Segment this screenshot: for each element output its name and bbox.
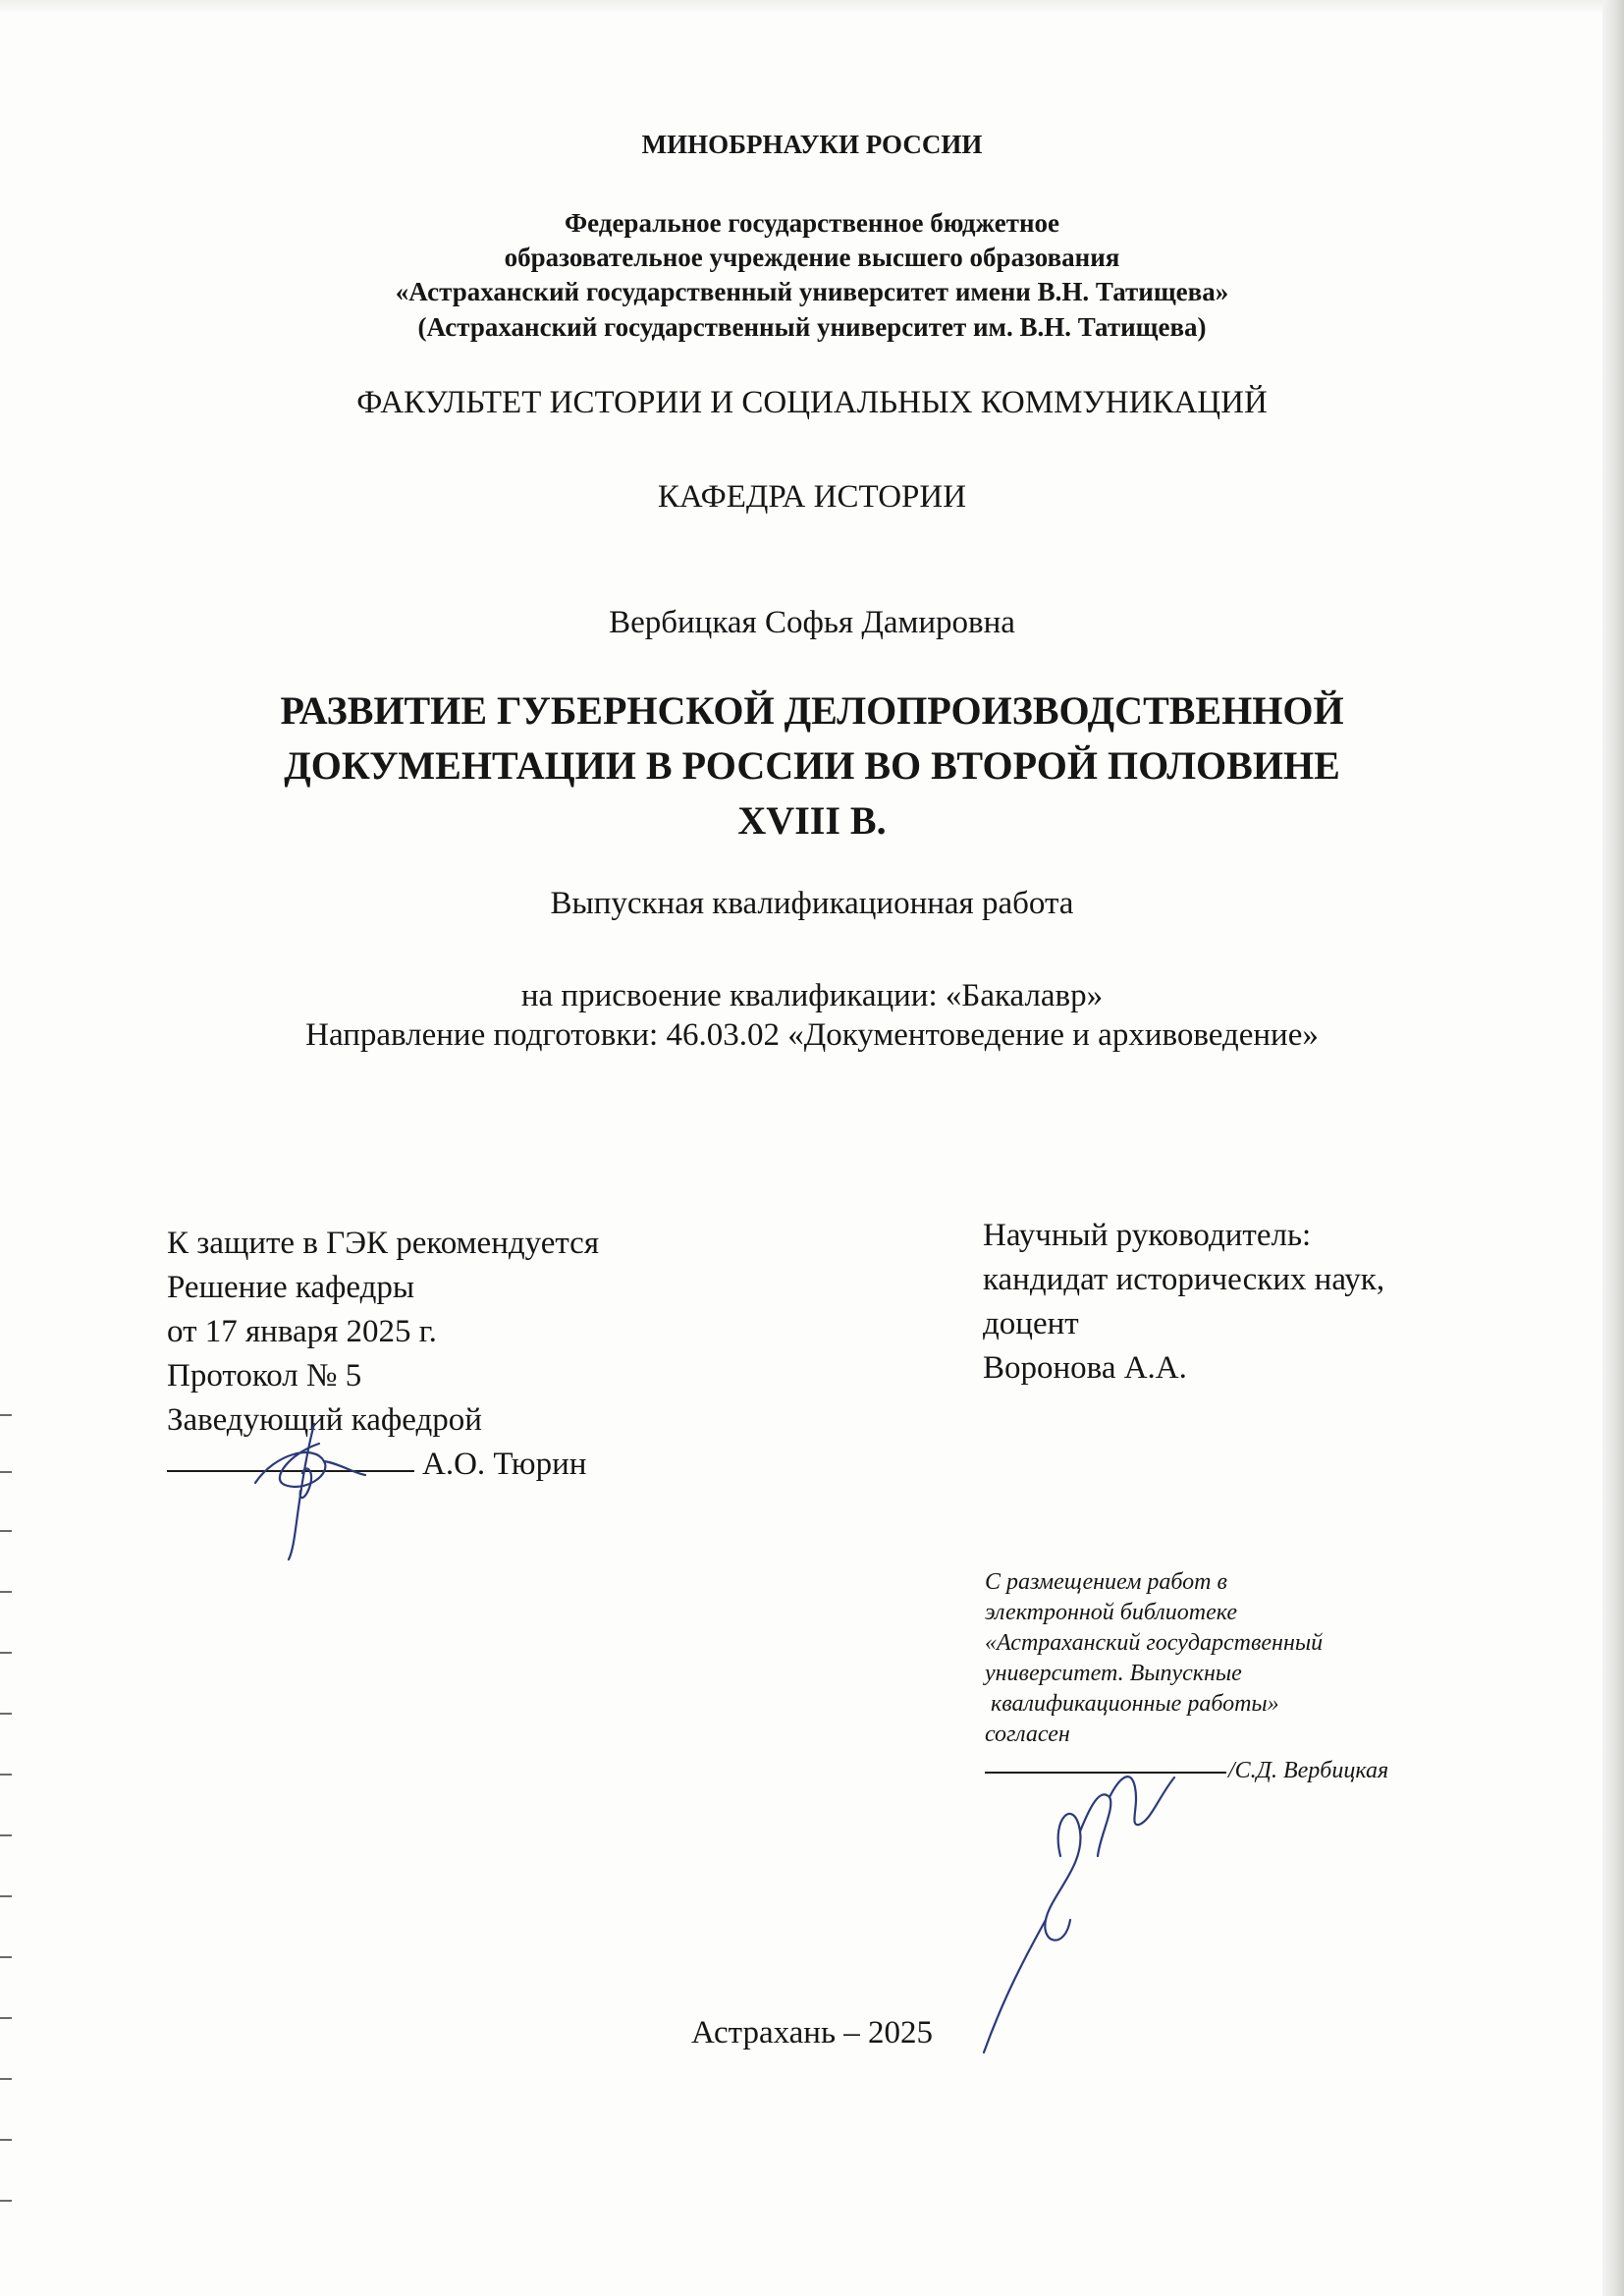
signature-line xyxy=(167,1470,414,1472)
defense-line-3: от 17 января 2025 г. xyxy=(167,1314,437,1349)
faculty-heading: ФАКУЛЬТЕТ ИСТОРИИ И СОЦИАЛЬНЫХ КОММУНИКАЦИЙ xyxy=(356,385,1268,420)
organization-line-3: «Астраханский государственный университет имени В.Н. Татищева» xyxy=(395,277,1229,306)
signature-line xyxy=(985,1772,1226,1774)
organization-line-1: Федеральное государственное бюджетное xyxy=(564,208,1060,238)
supervisor-line-3: доцент xyxy=(983,1306,1079,1341)
consent-line-5: квалификационные работы» xyxy=(991,1691,1279,1717)
defense-line-4: Протокол № 5 xyxy=(167,1358,362,1394)
thesis-title-line-1: РАЗВИТИЕ ГУБЕРНСКОЙ ДЕЛОПРОИЗВОДСТВЕННОЙ xyxy=(280,688,1344,733)
city-year: Астрахань – 2025 xyxy=(690,2015,934,2050)
ministry-heading: МИНОБРНАУКИ РОССИИ xyxy=(641,130,983,159)
organization-line-4: (Астраханский государственный университет им. В.Н. Татищева) xyxy=(417,312,1207,342)
defense-line-1: К защите в ГЭК рекомендуется xyxy=(167,1226,600,1261)
department-heading: КАФЕДРА ИСТОРИИ xyxy=(657,479,967,515)
consent-line-2: электронной библиотеке xyxy=(985,1600,1238,1625)
supervisor-block xyxy=(983,1214,1384,1391)
library-consent-block xyxy=(985,1567,1388,1786)
student-signature-row xyxy=(985,1756,1388,1786)
thesis-title-line-2: ДОКУМЕНТАЦИИ В РОССИИ ВО ВТОРОЙ ПОЛОВИНЕ xyxy=(284,743,1340,788)
consent-line-4: университет. Выпускные xyxy=(985,1661,1242,1686)
work-type: Выпускная квалификационная работа xyxy=(550,886,1074,921)
defense-line-5: Заведующий кафедрой xyxy=(167,1402,482,1438)
defense-recommendation-block xyxy=(167,1222,599,1487)
study-direction: Направление подготовки: 46.03.02 «Документоведение и архивоведение» xyxy=(305,1017,1319,1053)
consent-line-1: С размещением работ в xyxy=(985,1569,1227,1595)
supervisor-line-4: Воронова А.А. xyxy=(983,1350,1187,1386)
consent-line-6: согласен xyxy=(985,1722,1070,1747)
binding-marks xyxy=(0,1414,14,2219)
qualification: на присвоение квалификации: «Бакалавр» xyxy=(520,978,1104,1013)
supervisor-line-1: Научный руководитель: xyxy=(983,1218,1312,1253)
thesis-title-line-3: XVIII В. xyxy=(737,798,887,843)
supervisor-line-2: кандидат исторических наук, xyxy=(983,1262,1385,1297)
defense-line-2: Решение кафедры xyxy=(167,1270,415,1305)
author-name: Вербицкая Софья Дамировна xyxy=(609,605,1015,640)
scan-right-edge xyxy=(1602,0,1624,2296)
scan-top-edge xyxy=(0,0,1624,14)
student-name: /С.Д. Вербицкая xyxy=(1228,1758,1389,1783)
head-of-department-name: А.О. Тюрин xyxy=(422,1447,587,1482)
head-signature-row xyxy=(167,1443,599,1487)
organization-line-2: образовательное учреждение высшего образования xyxy=(504,243,1120,272)
consent-line-3: «Астраханский государственный xyxy=(985,1630,1324,1656)
